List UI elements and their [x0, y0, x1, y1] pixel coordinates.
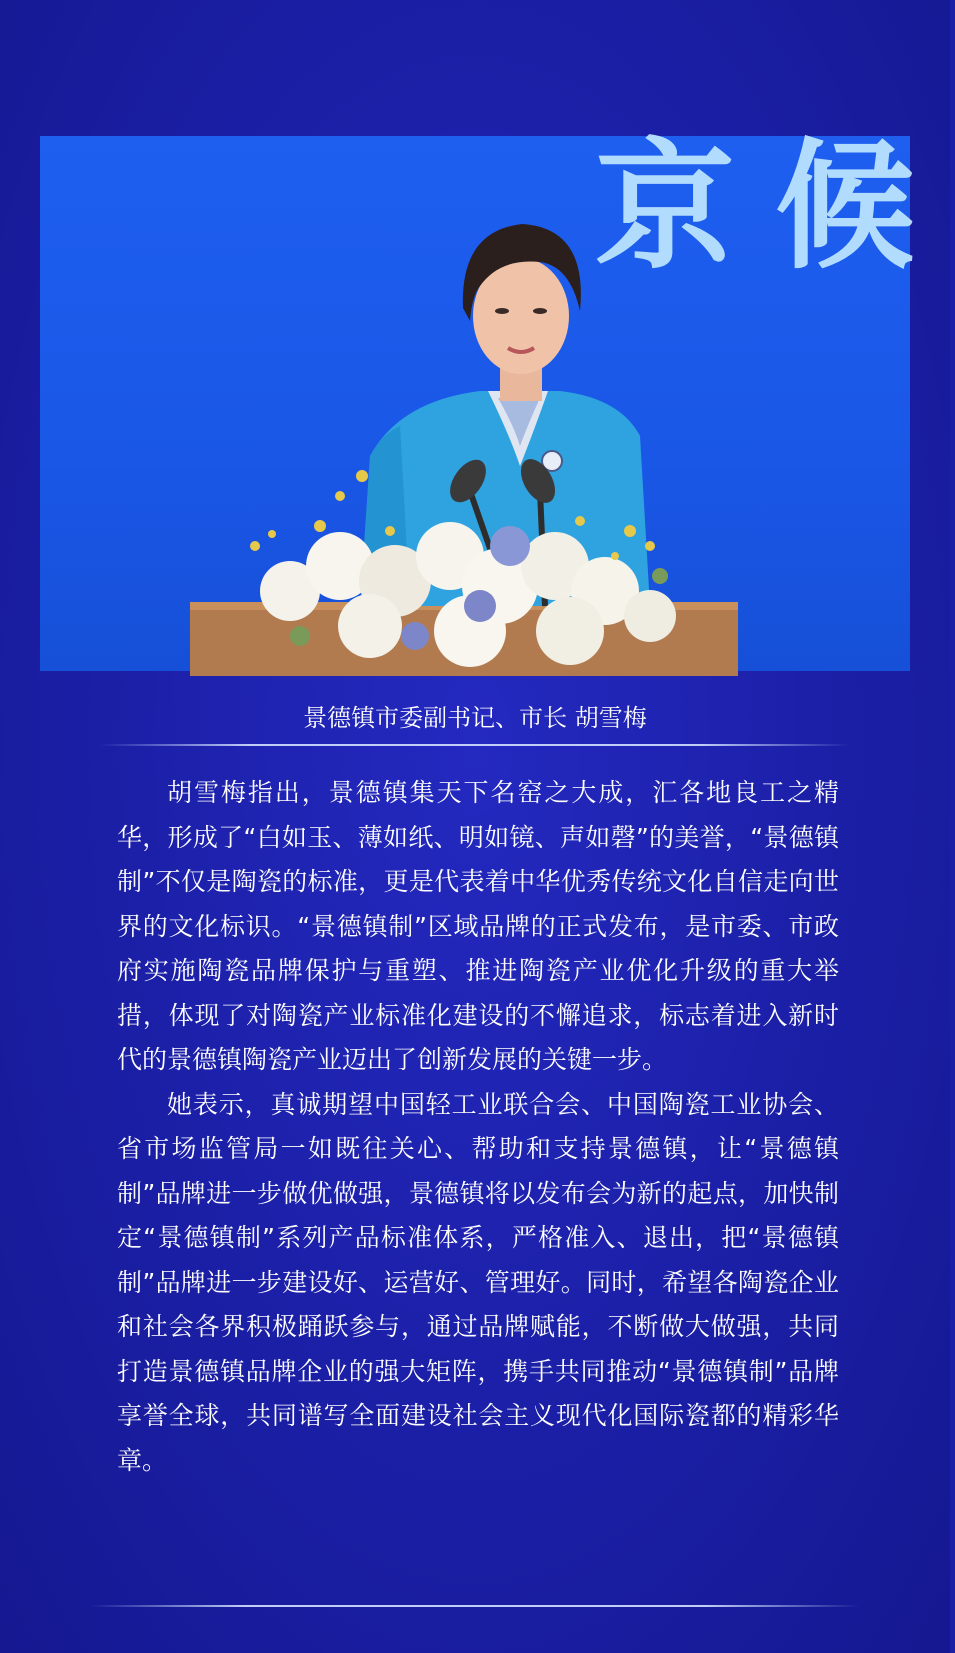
speaker-photo — [40, 126, 955, 671]
speaker-illustration — [40, 136, 910, 671]
photo-caption: 景德镇市委副书记、市长 胡雪梅 — [303, 704, 647, 732]
bottom-divider — [90, 1605, 860, 1607]
backdrop-text: 京候 — [595, 126, 955, 289]
caption-divider — [100, 744, 850, 746]
paragraph: 她表示，真诚期望中国轻工业联合会、中国陶瓷工业协会、省市场监管局一如既往关心、帮助和支持景德镇，让“景德镇制”品牌进一步做优做强，景德镇将以发布会为新的起点，加快制定“景德镇制”系列产品标准体系，严格准入、退出，把“景德镇制”品牌进一步建设好、运营好、管理好。同时，希望各陶瓷企业和社会各界积极踊跃参与，通过品牌赋能，不断做大做强，共同打造景德镇品牌企业的强大矩阵，携手共同推动“景德镇制”品牌享誉全球，共同谱写全面建设社会主义现代化国际瓷都的精彩华章。 — [117, 1089, 839, 1475]
right-eye — [533, 308, 547, 314]
paragraph: 胡雪梅指出，景德镇集天下名窑之大成，汇各地良工之精华，形成了“白如玉、薄如纸、明如镜、声如磬”的美誉，“景德镇制”不仅是陶瓷的标准，更是代表着中华优秀传统文化自信走向世界的文化标识。“景德镇制”区域品牌的正式发布，是市委、市政府实施陶瓷品牌保护与重塑、推进陶瓷产业优化升级的重大举措，体现了对陶瓷产业标准化建设的不懈追求，标志着进入新时代的景德镇陶瓷产业迈出了创新发展的关键一步。 — [117, 778, 839, 1074]
article-body — [117, 771, 839, 1483]
left-eye — [495, 308, 509, 314]
